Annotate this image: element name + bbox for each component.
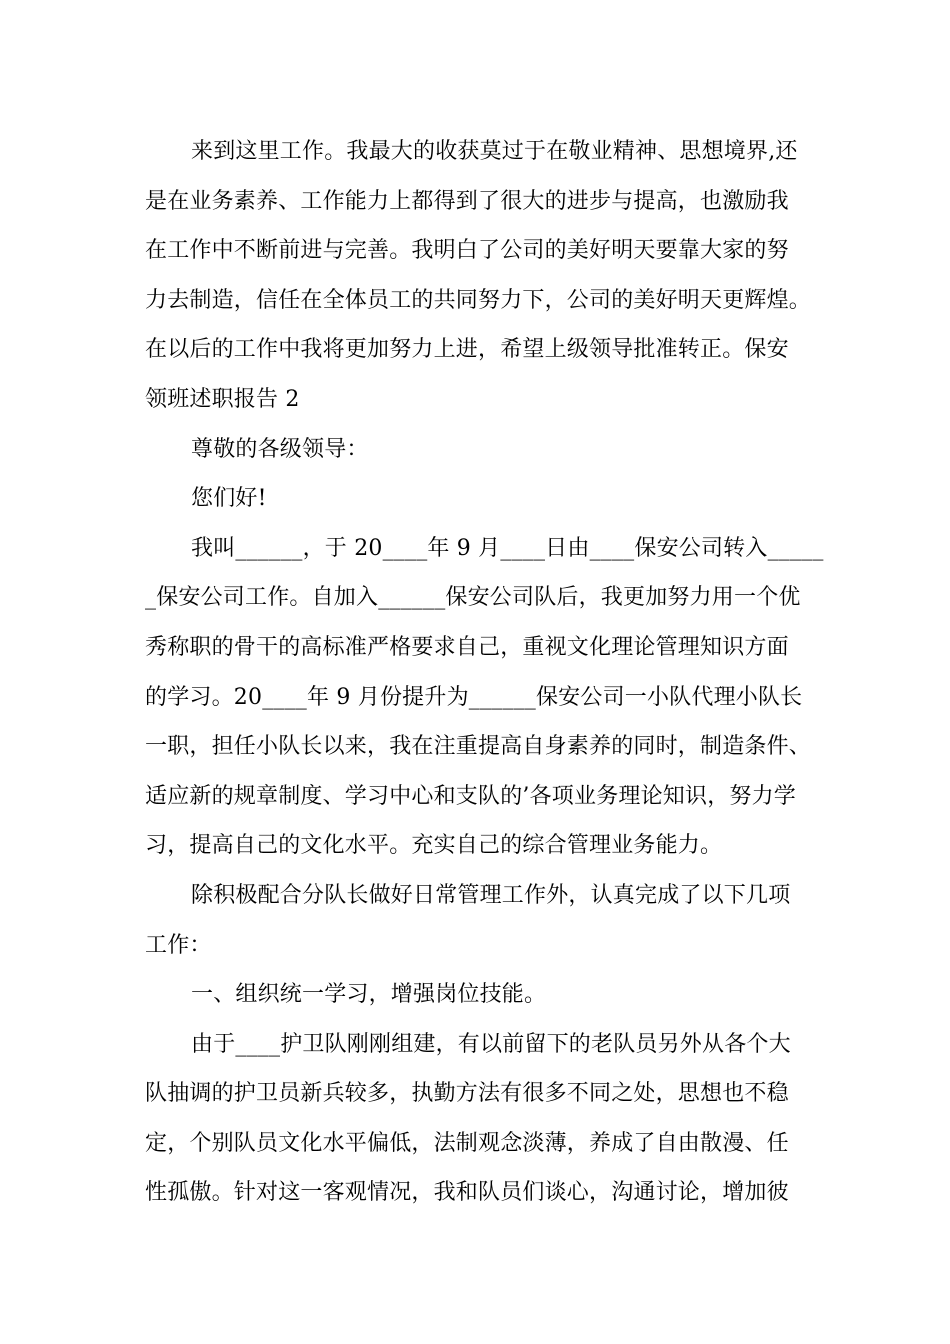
text-line: 秀称职的骨干的高标准严格要求自己，重视文化理论管理知识方面 [145,634,789,660]
text-line: 除积极配合分队长做好日常管理工作外，认真完成了以下几项 [191,882,791,908]
text-line: 的学习。20____年 9 月份提升为______保安公司一小队代理小队长 [145,684,803,710]
text-line: 来到这里工作。我最大的收获莫过于在敬业精神、思想境界,还 [191,139,798,164]
text-line: 一职，担任小队长以来，我在注重提高自身素养的同时，制造条件、 [145,734,812,760]
text-line: 队抽调的护卫员新兵较多，执勤方法有很多不同之处，思想也不稳 [145,1081,789,1107]
text-line: 力去制造，信任在全体员工的共同努力下，公司的美好明天更辉煌。 [145,287,812,313]
text-line: 性孤傲。针对这一客观情况，我和队员们谈心，沟通讨论，增加彼 [145,1180,789,1206]
text-line: 定，个别队员文化水平偏低，法制观念淡薄，养成了自由散漫、任 [145,1130,789,1156]
text-line: 由于____护卫队刚刚组建，有以前留下的老队员另外从各个大 [191,1031,791,1057]
text-line: _保安公司工作。自加入______保安公司队后，我更加努力用一个优 [145,585,801,611]
text-line: 适应新的规章制度、学习中心和支队的’各项业务理论知识，努力学 [145,783,796,809]
text-line: 您们好! [191,486,267,512]
text-line: 在工作中不断前进与完善。我明白了公司的美好明天要靠大家的努 [145,238,789,264]
text-line: 是在业务素养、工作能力上都得到了很大的进步与提高，也激励我 [145,188,789,214]
text-line: 在以后的工作中我将更加努力上进，希望上级领导批准转正。保安 [145,337,789,363]
text-line: 工作： [145,932,212,958]
text-line: 尊敬的各级领导： [191,436,369,462]
document-body [145,127,845,1218]
text-line: 习，提高自己的文化水平。充实自己的综合管理业务能力。 [145,833,723,859]
text-line: 一、组织统一学习，增强岗位技能。 [191,982,547,1008]
text-line: 我叫______，于 20____年 9 月____日由____保安公司转入_____ [191,535,824,561]
text-line: 领班述职报告 2 [145,386,300,412]
